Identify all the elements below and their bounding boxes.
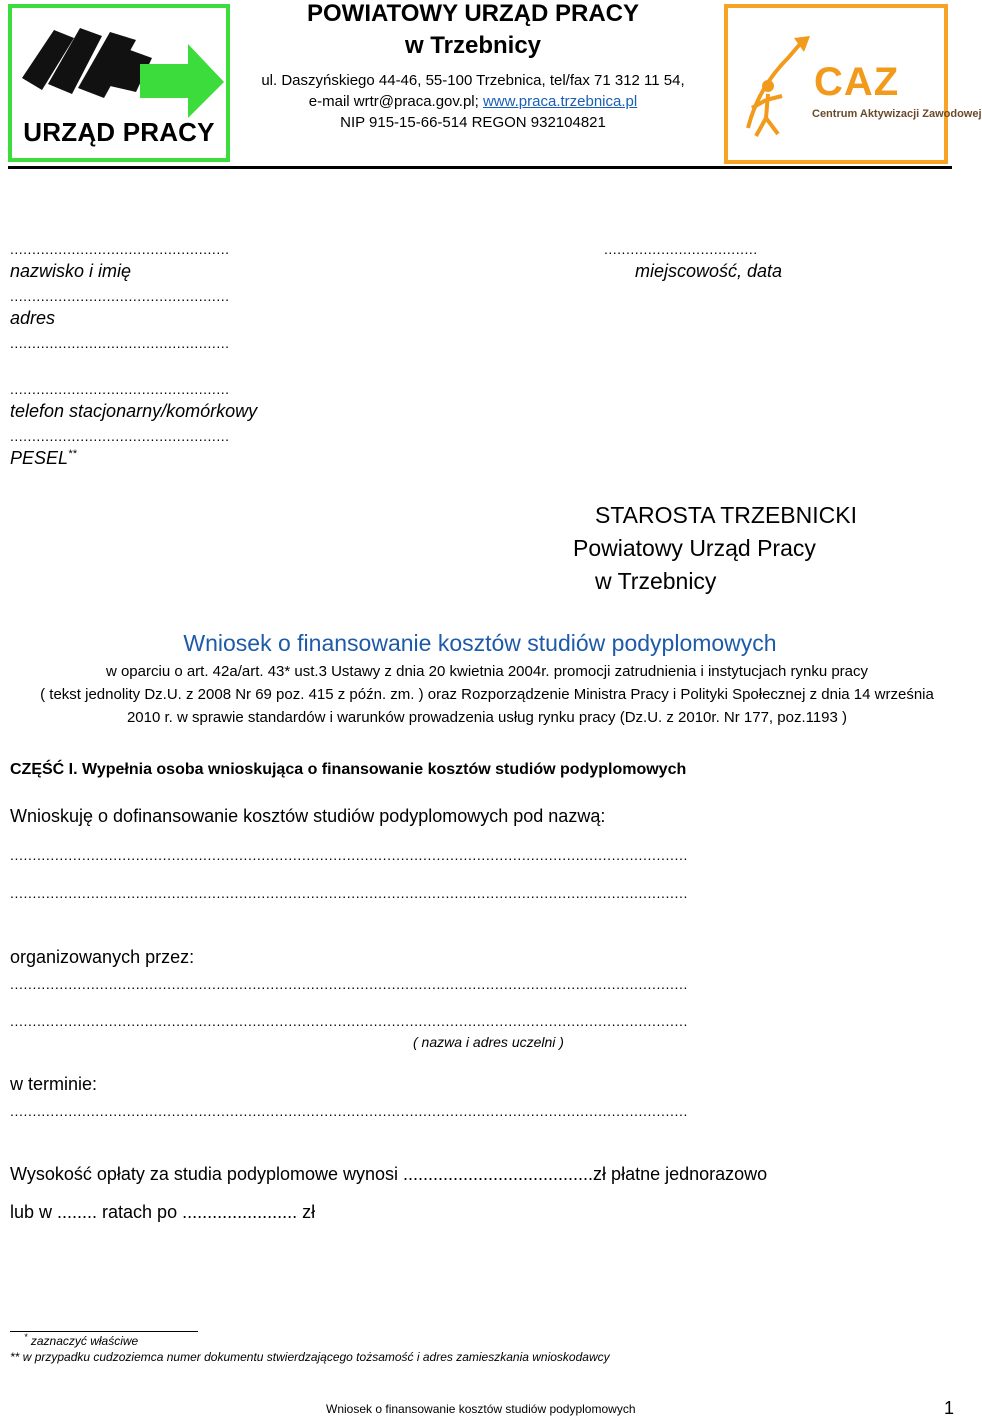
term-dots[interactable]: .......................................................................................................................................................	[10, 1103, 688, 1119]
place-date-dots[interactable]: ...................................	[604, 241, 758, 257]
university-dots-2[interactable]: .......................................................................................................................................................	[10, 1013, 688, 1029]
term-label: w terminie:	[10, 1074, 98, 1094]
office-city: w Trzebnicy	[404, 32, 542, 59]
office-name: POWIATOWY URZĄD PRACY	[306, 0, 639, 27]
caz-logo	[724, 4, 982, 164]
caz-figure-icon	[728, 8, 818, 158]
document-title: Wniosek o finansowanie kosztów studiów podyplomowych	[183, 630, 777, 656]
pesel-label	[10, 448, 77, 469]
recipient-line1: STAROSTA TRZEBNICKI	[595, 502, 857, 528]
place-date-label: miejscowość, data	[635, 261, 783, 281]
logo-arrow-icon	[12, 8, 226, 118]
legal-basis-line: 2010 r. w sprawie standardów i warunków prowadzenia usług rynku pracy (Dz.U. z 2010r. Nr 177, poz.1193 )	[126, 709, 848, 726]
footnote-2-mark: **	[10, 1350, 20, 1364]
address-label: adres	[10, 308, 56, 328]
phone-dots[interactable]: ..................................................	[10, 381, 230, 397]
part1-label: CZĘŚĆ I.	[10, 761, 78, 778]
name-dots[interactable]: ..................................................	[10, 241, 230, 257]
office-email: e-mail wrtr@praca.gov.pl;	[308, 93, 483, 110]
office-contact	[240, 91, 706, 112]
university-dots[interactable]: .......................................................................................................................................................	[10, 976, 688, 992]
studies-name-dots[interactable]: .......................................................................................................................................................	[10, 847, 688, 863]
part1-heading	[10, 761, 686, 779]
installments-text: lub w ........ ratach po ....................... zł	[10, 1202, 316, 1222]
university-hint: ( nazwa i adres uczelni )	[413, 1034, 564, 1050]
footnote-1	[24, 1332, 138, 1348]
caz-logo-subtitle: Centrum Aktywizacji Zawodowej	[812, 108, 982, 120]
legal-basis-line: w oparciu o art. 42a/art. 43* ust.3 Ustawy z dnia 20 kwietnia 2004r. promocji zatrudnienia i instytucjach rynku pracy	[105, 663, 869, 680]
urzad-pracy-logo	[8, 4, 230, 162]
footer-title: Wniosek o finansowanie kosztów studiów podyplomowych	[326, 1402, 636, 1416]
pesel-footnote-mark: **	[68, 448, 77, 460]
footnote-1-mark: *	[24, 1332, 28, 1342]
recipient-line2: Powiatowy Urząd Pracy	[573, 535, 816, 561]
pesel-label-text: PESEL	[10, 448, 69, 468]
phone-label: telefon stacjonarny/komórkowy	[10, 401, 258, 421]
header-divider	[8, 166, 952, 169]
office-address: ul. Daszyńskiego 44-46, 55-100 Trzebnica, tel/fax 71 312 11 54,	[261, 72, 685, 89]
page-number: 1	[944, 1398, 955, 1418]
office-website-link[interactable]: www.praca.trzebnica.pl	[482, 93, 638, 110]
footnote-2	[10, 1350, 610, 1364]
office-header	[240, 0, 706, 133]
footnote-2-text: w przypadku cudzoziemca numer dokumentu stwierdzającego tożsamość i adres zamieszkania wnioskodawcy	[22, 1350, 610, 1364]
office-nip-regon: NIP 915-15-66-514 REGON 932104821	[340, 114, 606, 131]
studies-name-dots-2[interactable]: .......................................................................................................................................................	[10, 885, 688, 901]
organized-by-label: organizowanych przez:	[10, 947, 195, 967]
legal-basis	[24, 660, 950, 729]
caz-logo-text: CAZ	[814, 60, 900, 104]
address-dots[interactable]: ..................................................	[10, 288, 230, 304]
footnote-1-text: zaznaczyć właściwe	[30, 1334, 139, 1348]
name-label: nazwisko i imię	[10, 261, 132, 281]
pesel-dots[interactable]: ..................................................	[10, 428, 230, 444]
logo-left-caption: URZĄD PRACY	[23, 117, 215, 147]
request-text: Wnioskuję o dofinansowanie kosztów studiów podyplomowych pod nazwą:	[10, 806, 606, 826]
fee-text: Wysokość opłaty za studia podyplomowe wynosi ......................................zł płatne jednorazowo	[10, 1164, 768, 1184]
part1-heading-text: Wypełnia osoba wnioskująca o finansowanie kosztów studiów podyplomowych	[82, 761, 687, 778]
recipient-line3: w Trzebnicy	[595, 568, 717, 594]
address-dots-2[interactable]: ..................................................	[10, 335, 230, 351]
legal-basis-line: ( tekst jednolity Dz.U. z 2008 Nr 69 poz. 415 z późn. zm. ) oraz Rozporządzenie Ministra Pracy i Polityki Społecznej z dnia 14 września	[40, 686, 934, 703]
